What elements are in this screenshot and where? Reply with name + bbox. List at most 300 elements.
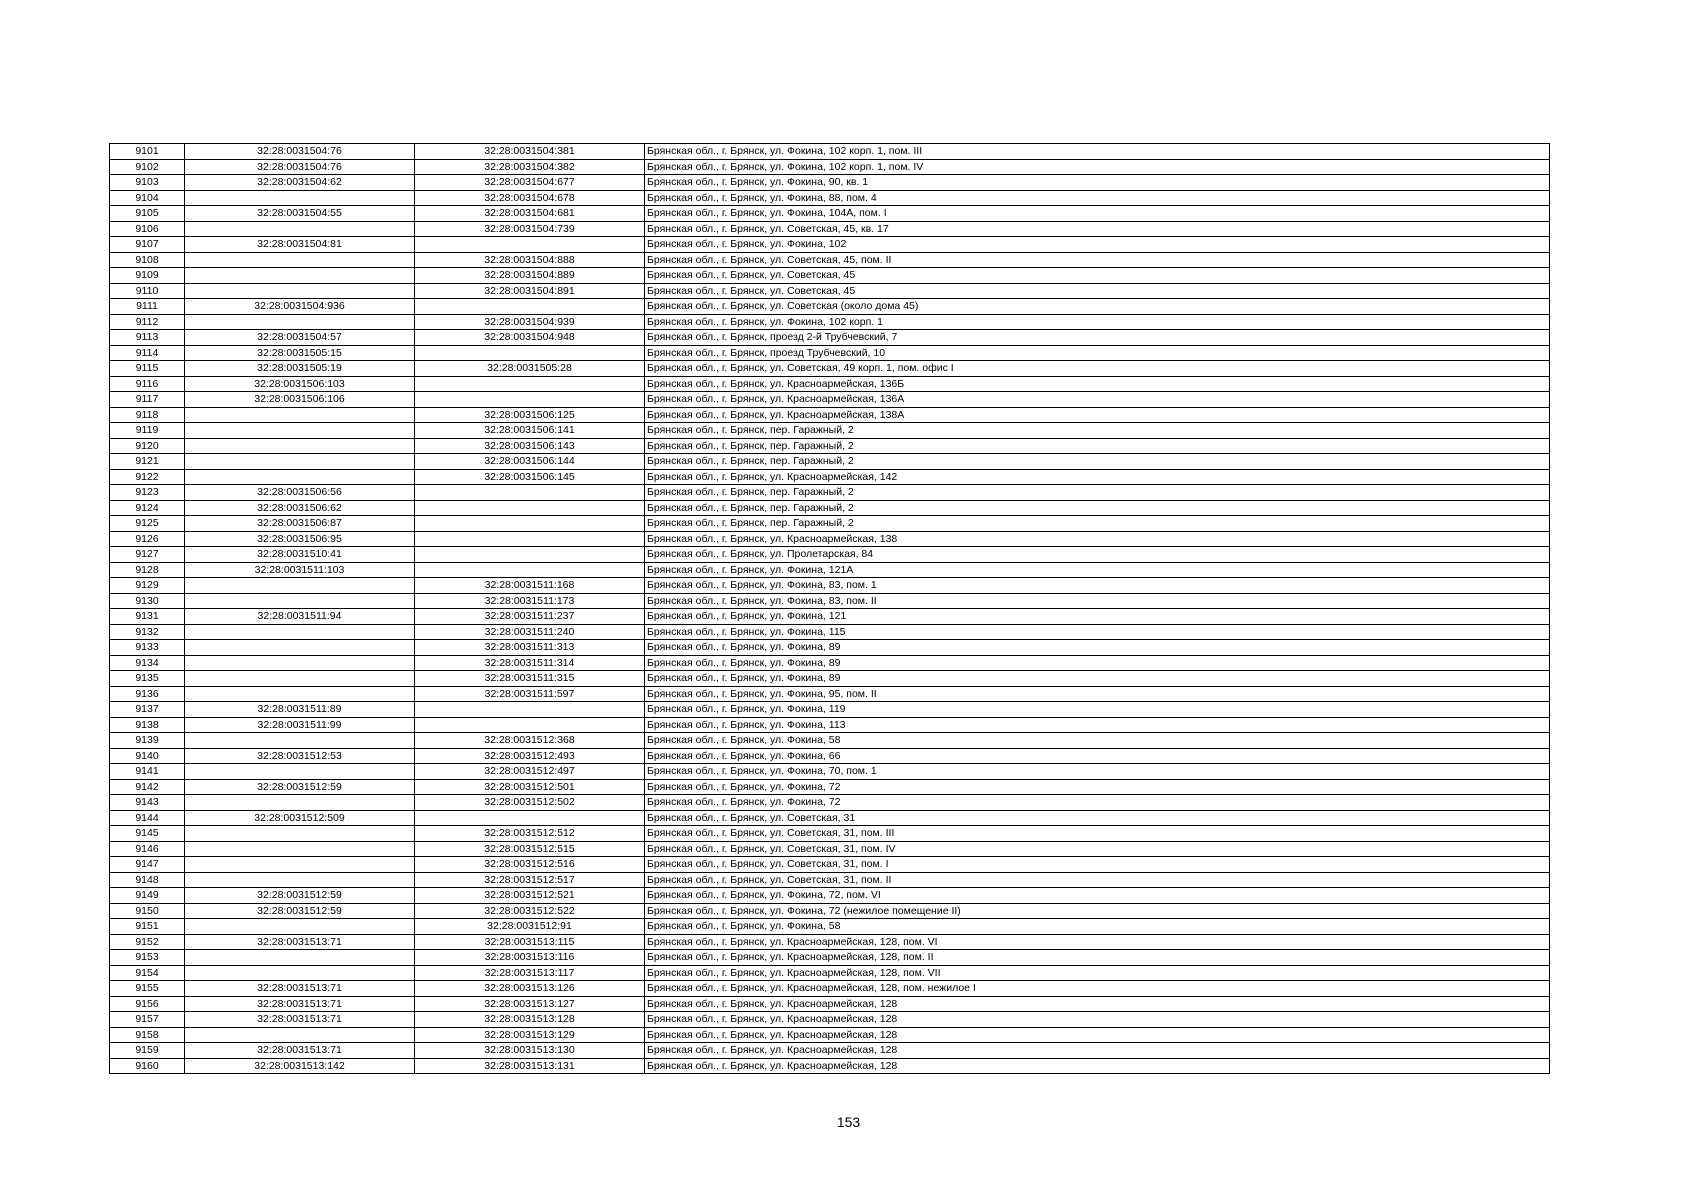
address-cell: Брянская обл., г. Брянск, ул. Советская, 45, пом. II	[645, 252, 1550, 268]
table-row	[110, 872, 1550, 888]
address-cell: Брянская обл., г. Брянск, ул. Фокина, 66	[645, 748, 1550, 764]
row-number-cell: 9155	[110, 981, 185, 997]
row-number-cell: 9151	[110, 919, 185, 935]
parcel-number-cell: 32:28:0031513:71	[185, 981, 415, 997]
table-row	[110, 221, 1550, 237]
table-row	[110, 252, 1550, 268]
page-number: 153	[836, 1114, 861, 1130]
table-row	[110, 1012, 1550, 1028]
table-row	[110, 516, 1550, 532]
row-number-cell: 9107	[110, 237, 185, 253]
object-number-cell	[415, 810, 645, 826]
address-cell: Брянская обл., г. Брянск, ул. Советская (около дома 45)	[645, 299, 1550, 315]
table-row	[110, 888, 1550, 904]
object-number-cell: 32:28:0031506:141	[415, 423, 645, 439]
object-number-cell: 32:28:0031512:502	[415, 795, 645, 811]
object-number-cell: 32:28:0031504:381	[415, 144, 645, 160]
row-number-cell: 9124	[110, 500, 185, 516]
row-number-cell: 9111	[110, 299, 185, 315]
object-number-cell	[415, 702, 645, 718]
parcel-number-cell	[185, 469, 415, 485]
table-row	[110, 624, 1550, 640]
address-cell: Брянская обл., г. Брянск, ул. Советская, 31	[645, 810, 1550, 826]
parcel-number-cell	[185, 268, 415, 284]
object-number-cell: 32:28:0031504:948	[415, 330, 645, 346]
address-cell: Брянская обл., г. Брянск, пер. Гаражный, 2	[645, 516, 1550, 532]
row-number-cell: 9148	[110, 872, 185, 888]
row-number-cell: 9143	[110, 795, 185, 811]
table-row	[110, 702, 1550, 718]
object-number-cell	[415, 717, 645, 733]
table-row	[110, 345, 1550, 361]
object-number-cell	[415, 516, 645, 532]
object-number-cell: 32:28:0031506:143	[415, 438, 645, 454]
table-row	[110, 547, 1550, 563]
parcel-number-cell: 32:28:0031511:89	[185, 702, 415, 718]
row-number-cell: 9105	[110, 206, 185, 222]
row-number-cell: 9150	[110, 903, 185, 919]
parcel-number-cell	[185, 857, 415, 873]
table-row	[110, 981, 1550, 997]
row-number-cell: 9119	[110, 423, 185, 439]
table-row	[110, 903, 1550, 919]
row-number-cell: 9146	[110, 841, 185, 857]
parcel-number-cell: 32:28:0031511:94	[185, 609, 415, 625]
address-cell: Брянская обл., г. Брянск, ул. Фокина, 102 корп. 1	[645, 314, 1550, 330]
address-cell: Брянская обл., г. Брянск, ул. Фокина, 90, кв. 1	[645, 175, 1550, 191]
table-row	[110, 826, 1550, 842]
object-number-cell: 32:28:0031512:521	[415, 888, 645, 904]
address-cell: Брянская обл., г. Брянск, ул. Фокина, 89	[645, 640, 1550, 656]
object-number-cell: 32:28:0031506:125	[415, 407, 645, 423]
parcel-number-cell	[185, 826, 415, 842]
row-number-cell: 9116	[110, 376, 185, 392]
row-number-cell: 9120	[110, 438, 185, 454]
address-cell: Брянская обл., г. Брянск, ул. Красноармейская, 136Б	[645, 376, 1550, 392]
table-row	[110, 795, 1550, 811]
object-number-cell: 32:28:0031511:237	[415, 609, 645, 625]
object-number-cell: 32:28:0031512:522	[415, 903, 645, 919]
parcel-number-cell: 32:28:0031512:509	[185, 810, 415, 826]
address-cell: Брянская обл., г. Брянск, ул. Советская, 31, пом. III	[645, 826, 1550, 842]
object-number-cell: 32:28:0031512:91	[415, 919, 645, 935]
table-body	[110, 144, 1550, 1074]
parcel-number-cell: 32:28:0031506:62	[185, 500, 415, 516]
object-number-cell	[415, 500, 645, 516]
parcel-number-cell: 32:28:0031506:106	[185, 392, 415, 408]
address-cell: Брянская обл., г. Брянск, ул. Фокина, 121	[645, 609, 1550, 625]
parcel-number-cell	[185, 965, 415, 981]
row-number-cell: 9113	[110, 330, 185, 346]
table-row	[110, 578, 1550, 594]
address-cell: Брянская обл., г. Брянск, ул. Советская, 45, кв. 17	[645, 221, 1550, 237]
parcel-number-cell	[185, 686, 415, 702]
row-number-cell: 9135	[110, 671, 185, 687]
address-cell: Брянская обл., г. Брянск, ул. Фокина, 88, пом. 4	[645, 190, 1550, 206]
cadastral-table	[109, 143, 1550, 1074]
parcel-number-cell: 32:28:0031506:56	[185, 485, 415, 501]
parcel-number-cell: 32:28:0031513:142	[185, 1058, 415, 1074]
row-number-cell: 9126	[110, 531, 185, 547]
table-row	[110, 392, 1550, 408]
table-row	[110, 330, 1550, 346]
object-number-cell	[415, 345, 645, 361]
row-number-cell: 9123	[110, 485, 185, 501]
table-row	[110, 686, 1550, 702]
row-number-cell: 9117	[110, 392, 185, 408]
parcel-number-cell: 32:28:0031504:81	[185, 237, 415, 253]
object-number-cell: 32:28:0031505:28	[415, 361, 645, 377]
row-number-cell: 9145	[110, 826, 185, 842]
parcel-number-cell	[185, 764, 415, 780]
parcel-number-cell	[185, 283, 415, 299]
address-cell: Брянская обл., г. Брянск, ул. Красноармейская, 142	[645, 469, 1550, 485]
row-number-cell: 9158	[110, 1027, 185, 1043]
parcel-number-cell: 32:28:0031513:71	[185, 996, 415, 1012]
parcel-number-cell	[185, 221, 415, 237]
table-row	[110, 655, 1550, 671]
row-number-cell: 9122	[110, 469, 185, 485]
address-cell: Брянская обл., г. Брянск, ул. Красноармейская, 128	[645, 1043, 1550, 1059]
parcel-number-cell	[185, 190, 415, 206]
table-row	[110, 299, 1550, 315]
address-cell: Брянская обл., г. Брянск, ул. Фокина, 95, пом. II	[645, 686, 1550, 702]
address-cell: Брянская обл., г. Брянск, ул. Красноармейская, 128, пом. нежилое I	[645, 981, 1550, 997]
object-number-cell: 32:28:0031513:128	[415, 1012, 645, 1028]
object-number-cell: 32:28:0031504:382	[415, 159, 645, 175]
object-number-cell: 32:28:0031513:126	[415, 981, 645, 997]
object-number-cell: 32:28:0031512:517	[415, 872, 645, 888]
table-row	[110, 1058, 1550, 1074]
row-number-cell: 9136	[110, 686, 185, 702]
row-number-cell: 9127	[110, 547, 185, 563]
parcel-number-cell	[185, 671, 415, 687]
row-number-cell: 9115	[110, 361, 185, 377]
table-row	[110, 1027, 1550, 1043]
address-cell: Брянская обл., г. Брянск, ул. Фокина, 113	[645, 717, 1550, 733]
object-number-cell	[415, 299, 645, 315]
table-row	[110, 159, 1550, 175]
parcel-number-cell: 32:28:0031504:55	[185, 206, 415, 222]
address-cell: Брянская обл., г. Брянск, ул. Красноармейская, 128	[645, 1012, 1550, 1028]
row-number-cell: 9160	[110, 1058, 185, 1074]
table-row	[110, 996, 1550, 1012]
row-number-cell: 9139	[110, 733, 185, 749]
object-number-cell: 32:28:0031512:493	[415, 748, 645, 764]
parcel-number-cell: 32:28:0031505:19	[185, 361, 415, 377]
object-number-cell	[415, 531, 645, 547]
object-number-cell: 32:28:0031513:117	[415, 965, 645, 981]
row-number-cell: 9131	[110, 609, 185, 625]
address-cell: Брянская обл., г. Брянск, ул. Советская, 49 корп. 1, пом. офис I	[645, 361, 1550, 377]
parcel-number-cell: 32:28:0031511:99	[185, 717, 415, 733]
table-row	[110, 671, 1550, 687]
table-row	[110, 469, 1550, 485]
table-row	[110, 562, 1550, 578]
table-row	[110, 376, 1550, 392]
table-row	[110, 454, 1550, 470]
object-number-cell: 32:28:0031504:677	[415, 175, 645, 191]
parcel-number-cell	[185, 841, 415, 857]
address-cell: Брянская обл., г. Брянск, ул. Красноармейская, 128, пом. VII	[645, 965, 1550, 981]
table-row	[110, 485, 1550, 501]
address-cell: Брянская обл., г. Брянск, ул. Советская, 31, пом. I	[645, 857, 1550, 873]
parcel-number-cell	[185, 872, 415, 888]
table-row	[110, 500, 1550, 516]
table-row	[110, 764, 1550, 780]
address-cell: Брянская обл., г. Брянск, пер. Гаражный, 2	[645, 500, 1550, 516]
parcel-number-cell	[185, 578, 415, 594]
address-cell: Брянская обл., г. Брянск, пер. Гаражный, 2	[645, 423, 1550, 439]
row-number-cell: 9114	[110, 345, 185, 361]
address-cell: Брянская обл., г. Брянск, ул. Красноармейская, 128, пом. VI	[645, 934, 1550, 950]
object-number-cell: 32:28:0031511:597	[415, 686, 645, 702]
address-cell: Брянская обл., г. Брянск, пер. Гаражный, 2	[645, 438, 1550, 454]
table-row	[110, 640, 1550, 656]
parcel-number-cell	[185, 795, 415, 811]
parcel-number-cell: 32:28:0031504:76	[185, 144, 415, 160]
object-number-cell: 32:28:0031511:315	[415, 671, 645, 687]
table-row	[110, 733, 1550, 749]
row-number-cell: 9154	[110, 965, 185, 981]
table-row	[110, 407, 1550, 423]
object-number-cell	[415, 547, 645, 563]
row-number-cell: 9118	[110, 407, 185, 423]
parcel-number-cell	[185, 252, 415, 268]
parcel-number-cell	[185, 423, 415, 439]
row-number-cell: 9159	[110, 1043, 185, 1059]
parcel-number-cell: 32:28:0031512:59	[185, 779, 415, 795]
object-number-cell: 32:28:0031504:891	[415, 283, 645, 299]
row-number-cell: 9144	[110, 810, 185, 826]
row-number-cell: 9149	[110, 888, 185, 904]
row-number-cell: 9102	[110, 159, 185, 175]
parcel-number-cell: 32:28:0031504:76	[185, 159, 415, 175]
address-cell: Брянская обл., г. Брянск, ул. Советская, 45	[645, 283, 1550, 299]
row-number-cell: 9132	[110, 624, 185, 640]
address-cell: Брянская обл., г. Брянск, ул. Красноармейская, 128	[645, 1027, 1550, 1043]
parcel-number-cell	[185, 919, 415, 935]
parcel-number-cell: 32:28:0031504:936	[185, 299, 415, 315]
row-number-cell: 9109	[110, 268, 185, 284]
address-cell: Брянская обл., г. Брянск, ул. Советская, 31, пом. IV	[645, 841, 1550, 857]
row-number-cell: 9125	[110, 516, 185, 532]
object-number-cell: 32:28:0031504:939	[415, 314, 645, 330]
object-number-cell: 32:28:0031506:145	[415, 469, 645, 485]
parcel-number-cell	[185, 314, 415, 330]
table-row	[110, 314, 1550, 330]
object-number-cell: 32:28:0031511:173	[415, 593, 645, 609]
row-number-cell: 9153	[110, 950, 185, 966]
row-number-cell: 9110	[110, 283, 185, 299]
parcel-number-cell	[185, 950, 415, 966]
parcel-number-cell: 32:28:0031511:103	[185, 562, 415, 578]
table-row	[110, 748, 1550, 764]
object-number-cell	[415, 485, 645, 501]
parcel-number-cell: 32:28:0031512:59	[185, 903, 415, 919]
address-cell: Брянская обл., г. Брянск, ул. Советская, 45	[645, 268, 1550, 284]
parcel-number-cell: 32:28:0031505:15	[185, 345, 415, 361]
table-row	[110, 965, 1550, 981]
parcel-number-cell	[185, 655, 415, 671]
address-cell: Брянская обл., г. Брянск, ул. Фокина, 70, пом. 1	[645, 764, 1550, 780]
object-number-cell: 32:28:0031512:497	[415, 764, 645, 780]
object-number-cell	[415, 392, 645, 408]
parcel-number-cell: 32:28:0031504:62	[185, 175, 415, 191]
address-cell: Брянская обл., г. Брянск, ул. Фокина, 72	[645, 795, 1550, 811]
address-cell: Брянская обл., г. Брянск, ул. Пролетарская, 84	[645, 547, 1550, 563]
table-row	[110, 919, 1550, 935]
row-number-cell: 9101	[110, 144, 185, 160]
parcel-number-cell: 32:28:0031513:71	[185, 934, 415, 950]
object-number-cell: 32:28:0031512:516	[415, 857, 645, 873]
object-number-cell: 32:28:0031504:681	[415, 206, 645, 222]
parcel-number-cell: 32:28:0031512:53	[185, 748, 415, 764]
row-number-cell: 9142	[110, 779, 185, 795]
object-number-cell: 32:28:0031513:130	[415, 1043, 645, 1059]
object-number-cell: 32:28:0031512:501	[415, 779, 645, 795]
parcel-number-cell: 32:28:0031506:103	[185, 376, 415, 392]
address-cell: Брянская обл., г. Брянск, ул. Фокина, 102	[645, 237, 1550, 253]
table-row	[110, 206, 1550, 222]
table-row	[110, 950, 1550, 966]
object-number-cell: 32:28:0031512:368	[415, 733, 645, 749]
table-row	[110, 1043, 1550, 1059]
address-cell: Брянская обл., г. Брянск, ул. Фокина, 104А, пом. I	[645, 206, 1550, 222]
row-number-cell: 9147	[110, 857, 185, 873]
parcel-number-cell: 32:28:0031506:95	[185, 531, 415, 547]
row-number-cell: 9137	[110, 702, 185, 718]
table-row	[110, 283, 1550, 299]
row-number-cell: 9134	[110, 655, 185, 671]
address-cell: Брянская обл., г. Брянск, ул. Советская, 31, пом. II	[645, 872, 1550, 888]
object-number-cell: 32:28:0031506:144	[415, 454, 645, 470]
row-number-cell: 9121	[110, 454, 185, 470]
address-cell: Брянская обл., г. Брянск, ул. Красноармейская, 138А	[645, 407, 1550, 423]
address-cell: Брянская обл., г. Брянск, ул. Фокина, 58	[645, 919, 1550, 935]
address-cell: Брянская обл., г. Брянск, проезд 2-й Трубчевский, 7	[645, 330, 1550, 346]
parcel-number-cell: 32:28:0031510:41	[185, 547, 415, 563]
object-number-cell	[415, 562, 645, 578]
table-row	[110, 779, 1550, 795]
row-number-cell: 9133	[110, 640, 185, 656]
address-cell: Брянская обл., г. Брянск, ул. Красноармейская, 128, пом. II	[645, 950, 1550, 966]
row-number-cell: 9156	[110, 996, 185, 1012]
object-number-cell: 32:28:0031504:889	[415, 268, 645, 284]
table-row	[110, 609, 1550, 625]
parcel-number-cell	[185, 733, 415, 749]
parcel-number-cell	[185, 454, 415, 470]
parcel-number-cell	[185, 640, 415, 656]
table-row	[110, 423, 1550, 439]
object-number-cell: 32:28:0031511:314	[415, 655, 645, 671]
object-number-cell	[415, 376, 645, 392]
row-number-cell: 9138	[110, 717, 185, 733]
address-cell: Брянская обл., г. Брянск, ул. Фокина, 121А	[645, 562, 1550, 578]
table-row	[110, 190, 1550, 206]
table-row	[110, 717, 1550, 733]
object-number-cell: 32:28:0031511:313	[415, 640, 645, 656]
row-number-cell: 9103	[110, 175, 185, 191]
object-number-cell: 32:28:0031504:678	[415, 190, 645, 206]
address-cell: Брянская обл., г. Брянск, ул. Фокина, 83, пом. II	[645, 593, 1550, 609]
object-number-cell: 32:28:0031513:116	[415, 950, 645, 966]
parcel-number-cell	[185, 624, 415, 640]
table-row	[110, 934, 1550, 950]
address-cell: Брянская обл., г. Брянск, ул. Красноармейская, 136А	[645, 392, 1550, 408]
address-cell: Брянская обл., г. Брянск, ул. Красноармейская, 128	[645, 996, 1550, 1012]
table-row	[110, 361, 1550, 377]
object-number-cell: 32:28:0031513:129	[415, 1027, 645, 1043]
object-number-cell: 32:28:0031513:131	[415, 1058, 645, 1074]
parcel-number-cell	[185, 438, 415, 454]
table-row	[110, 438, 1550, 454]
address-cell: Брянская обл., г. Брянск, ул. Фокина, 89	[645, 671, 1550, 687]
row-number-cell: 9108	[110, 252, 185, 268]
table-row	[110, 268, 1550, 284]
address-cell: Брянская обл., г. Брянск, ул. Фокина, 102 корп. 1, пом. IV	[645, 159, 1550, 175]
address-cell: Брянская обл., г. Брянск, ул. Фокина, 119	[645, 702, 1550, 718]
row-number-cell: 9157	[110, 1012, 185, 1028]
row-number-cell: 9130	[110, 593, 185, 609]
parcel-number-cell	[185, 1027, 415, 1043]
table-row	[110, 841, 1550, 857]
row-number-cell: 9128	[110, 562, 185, 578]
address-cell: Брянская обл., г. Брянск, проезд Трубчевский, 10	[645, 345, 1550, 361]
address-cell: Брянская обл., г. Брянск, ул. Фокина, 102 корп. 1, пом. III	[645, 144, 1550, 160]
row-number-cell: 9140	[110, 748, 185, 764]
parcel-number-cell: 32:28:0031504:57	[185, 330, 415, 346]
address-cell: Брянская обл., г. Брянск, ул. Фокина, 58	[645, 733, 1550, 749]
row-number-cell: 9141	[110, 764, 185, 780]
table-row	[110, 531, 1550, 547]
row-number-cell: 9112	[110, 314, 185, 330]
row-number-cell: 9129	[110, 578, 185, 594]
address-cell: Брянская обл., г. Брянск, ул. Красноармейская, 128	[645, 1058, 1550, 1074]
address-cell: Брянская обл., г. Брянск, ул. Красноармейская, 138	[645, 531, 1550, 547]
address-cell: Брянская обл., г. Брянск, ул. Фокина, 72, пом. VI	[645, 888, 1550, 904]
address-cell: Брянская обл., г. Брянск, ул. Фокина, 115	[645, 624, 1550, 640]
address-cell: Брянская обл., г. Брянск, ул. Фокина, 72 (нежилое помещение II)	[645, 903, 1550, 919]
object-number-cell: 32:28:0031511:240	[415, 624, 645, 640]
object-number-cell	[415, 237, 645, 253]
object-number-cell: 32:28:0031511:168	[415, 578, 645, 594]
table-row	[110, 175, 1550, 191]
object-number-cell: 32:28:0031513:127	[415, 996, 645, 1012]
parcel-number-cell	[185, 593, 415, 609]
object-number-cell: 32:28:0031504:739	[415, 221, 645, 237]
parcel-number-cell: 32:28:0031513:71	[185, 1012, 415, 1028]
address-cell: Брянская обл., г. Брянск, ул. Фокина, 83, пом. 1	[645, 578, 1550, 594]
parcel-number-cell: 32:28:0031513:71	[185, 1043, 415, 1059]
address-cell: Брянская обл., г. Брянск, пер. Гаражный, 2	[645, 485, 1550, 501]
table-row	[110, 593, 1550, 609]
object-number-cell: 32:28:0031513:115	[415, 934, 645, 950]
row-number-cell: 9104	[110, 190, 185, 206]
row-number-cell: 9152	[110, 934, 185, 950]
table-row	[110, 237, 1550, 253]
object-number-cell: 32:28:0031504:888	[415, 252, 645, 268]
object-number-cell: 32:28:0031512:515	[415, 841, 645, 857]
table-row	[110, 810, 1550, 826]
parcel-number-cell	[185, 407, 415, 423]
table-row	[110, 144, 1550, 160]
parcel-number-cell: 32:28:0031506:87	[185, 516, 415, 532]
address-cell: Брянская обл., г. Брянск, ул. Фокина, 72	[645, 779, 1550, 795]
parcel-number-cell: 32:28:0031512:59	[185, 888, 415, 904]
row-number-cell: 9106	[110, 221, 185, 237]
address-cell: Брянская обл., г. Брянск, пер. Гаражный, 2	[645, 454, 1550, 470]
